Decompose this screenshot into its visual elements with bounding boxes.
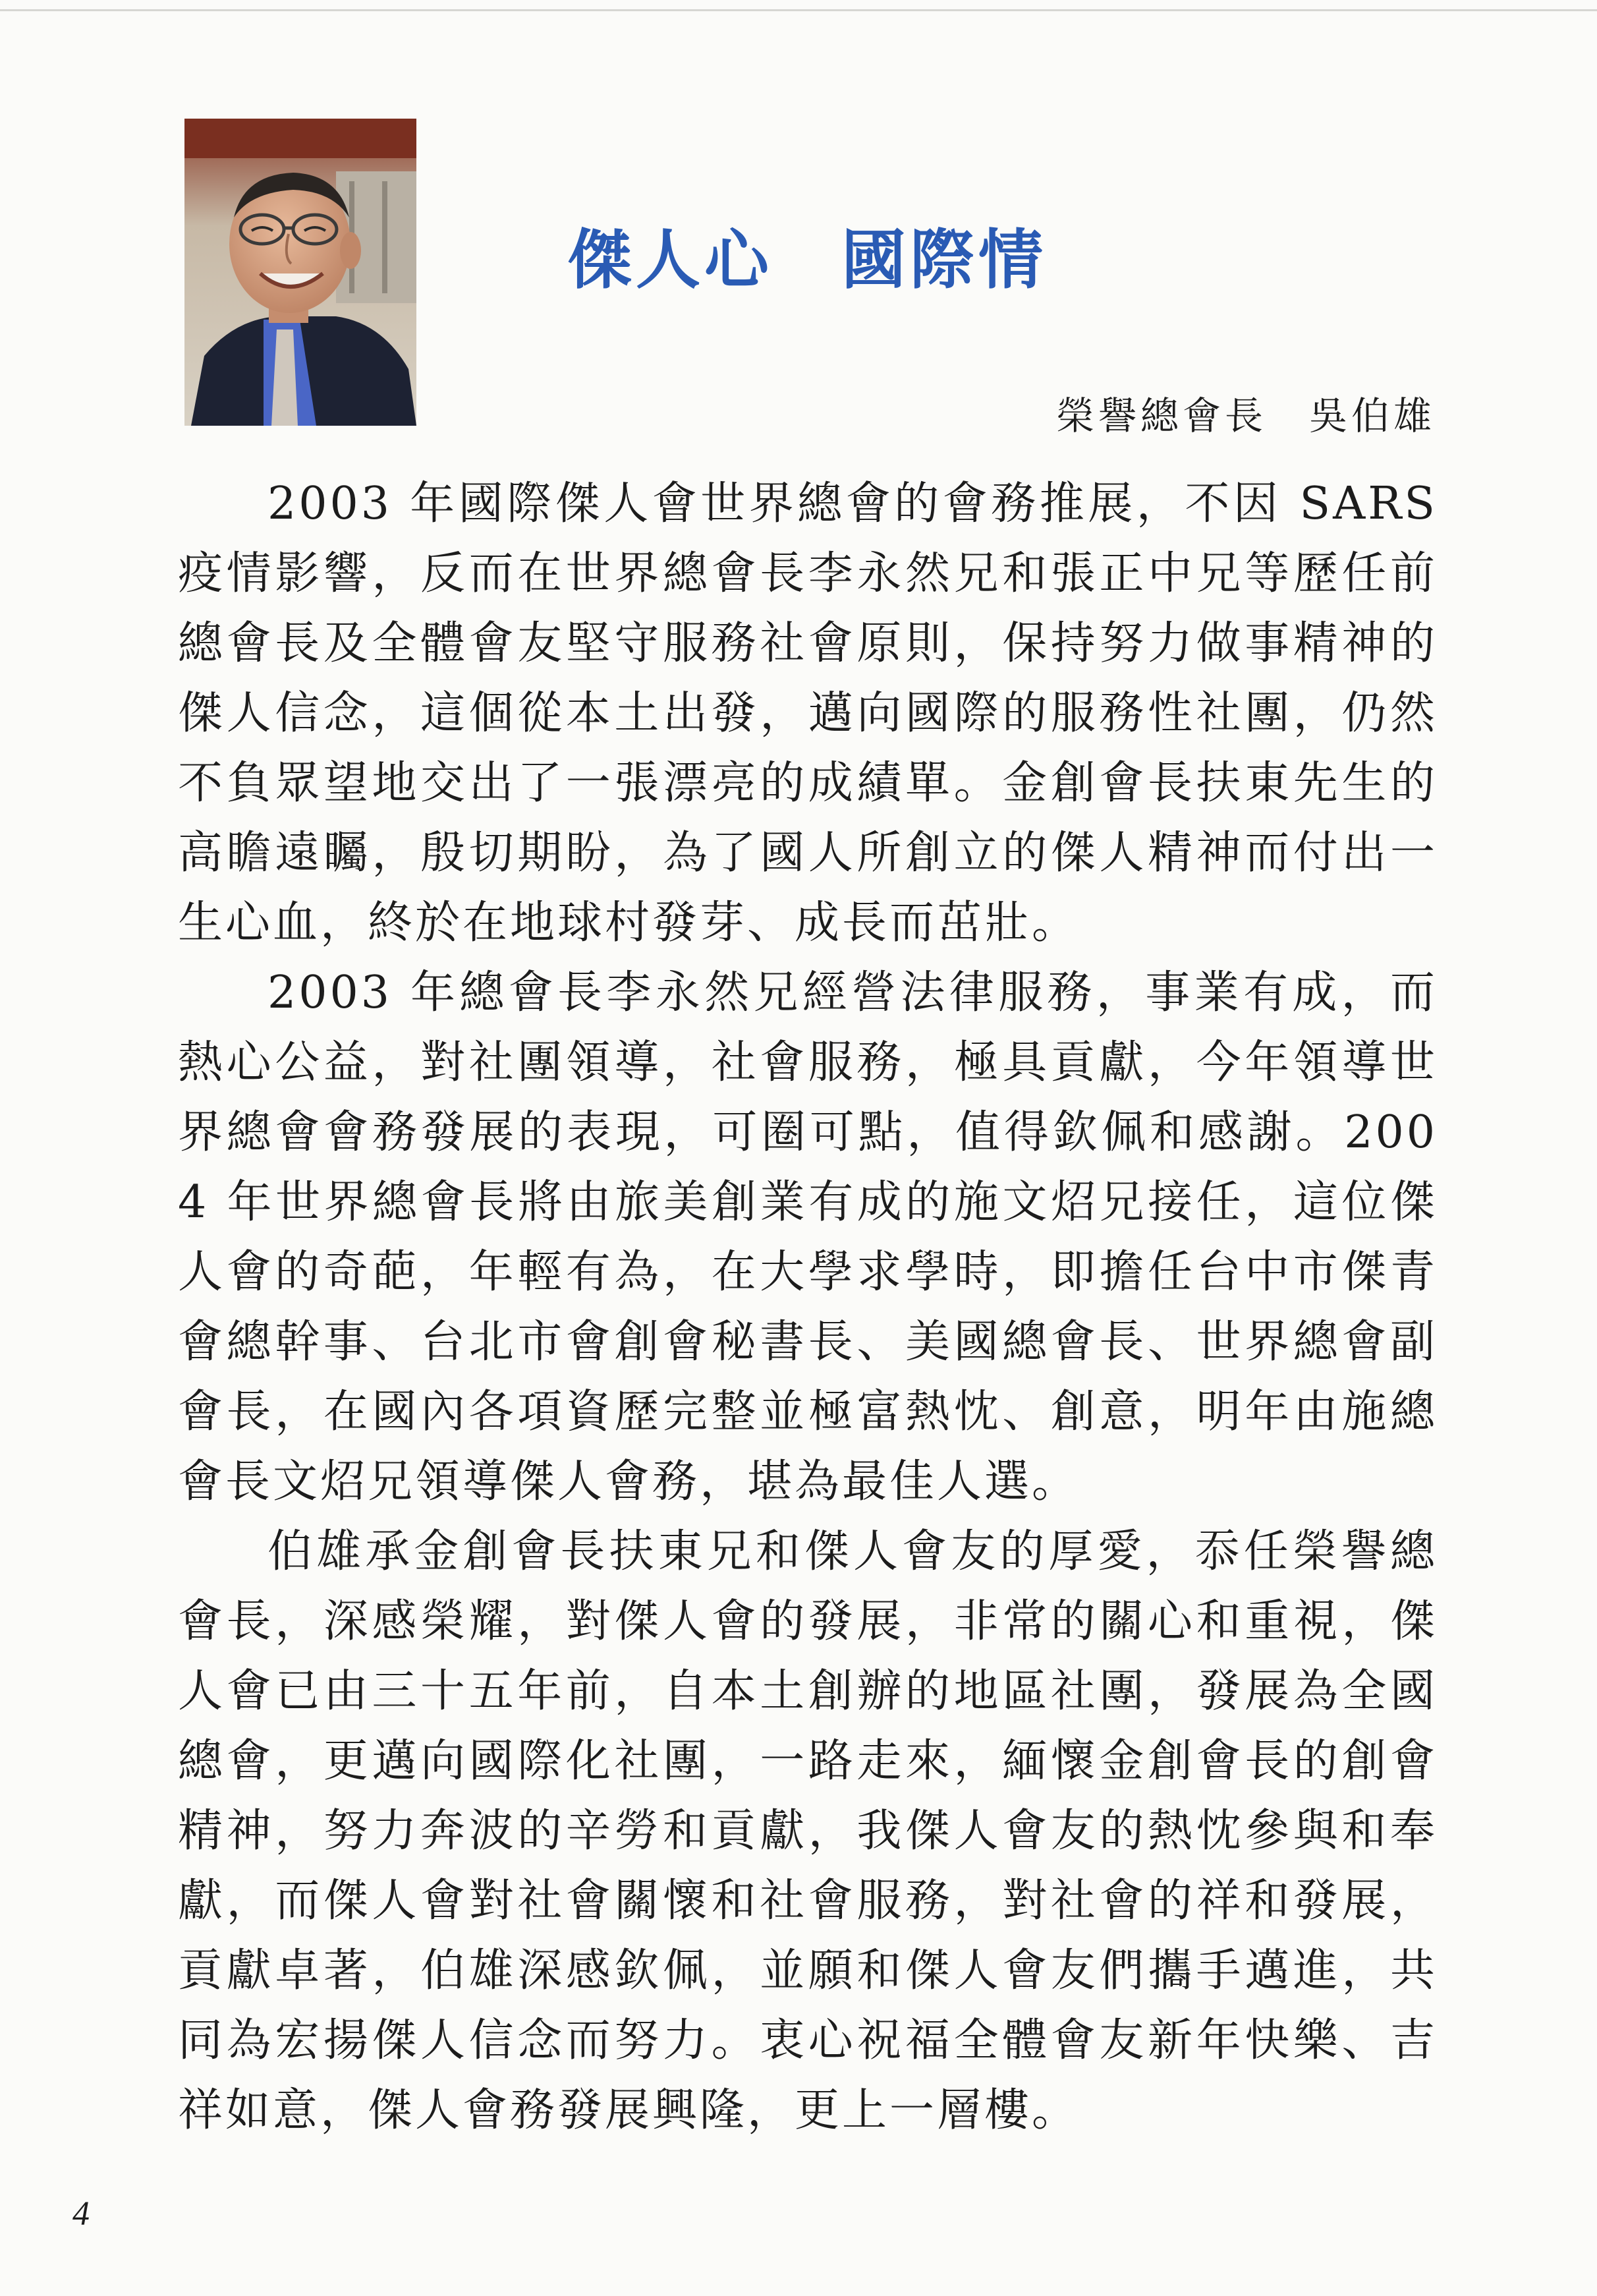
article-paragraph-2: 2003 年總會長李永然兄經營法律服務，事業有成，而熱心公益，對社團領導，社會服務，極具貢獻，今年領導世界總會會務發展的表現，可圈可點，值得欽佩和感謝。2004 年世界總會長將由旅美創業有成的施文炤兄接任，這位傑人會的奇葩，年輕有為，在大學求學時，即擔任台中市傑青會總幹事、台北市會創會秘書長、美國總會長、世界總會副會長，在國內各項資歷完整並極富熱忱、創意，明年由施總會長文炤兄領導傑人會務，堪為最佳人選。 [178, 967, 1438, 1508]
author-portrait-photo [184, 119, 416, 426]
article-title: 傑人心 國際情 [567, 223, 1047, 298]
author-byline: 榮譽總會長 吳伯雄 [1055, 393, 1436, 438]
page-number: 4 [72, 2195, 90, 2233]
article-paragraph-1: 2003 年國際傑人會世界總會的會務推展，不因 SARS 疫情影響，反而在世界總會長李永然兄和張正中兄等歷任前總會長及全體會友堅守服務社會原則，保持努力做事精神的傑人信念，這個從本土出發，邁向國際的服務性社團，仍然不負眾望地交出了一張漂亮的成績單。金創會長扶東先生的高瞻遠矚，殷切期盼，為了國人所創立的傑人精神而付出一生心血，終於在地球村發芽、成長而茁壯。 [178, 478, 1438, 949]
article-body [178, 469, 1438, 2146]
page-top-edge [0, 9, 1597, 11]
article-paragraph-3: 伯雄承金創會長扶東兄和傑人會友的厚愛，忝任榮譽總會長，深感榮耀，對傑人會的發展，非常的關心和重視，傑人會已由三十五年前，自本土創辦的地區社團，發展為全國總會，更邁向國際化社團，一路走來，緬懷金創會長的創會精神，努力奔波的辛勞和貢獻，我傑人會友的熱忱參與和奉獻，而傑人會對社會關懷和社會服務，對社會的祥和發展，貢獻卓著，伯雄深感欽佩，並願和傑人會友們攜手邁進，共同為宏揚傑人信念而努力。衷心祝福全體會友新年快樂、吉祥如意，傑人會務發展興隆，更上一層樓。 [178, 1526, 1438, 2137]
